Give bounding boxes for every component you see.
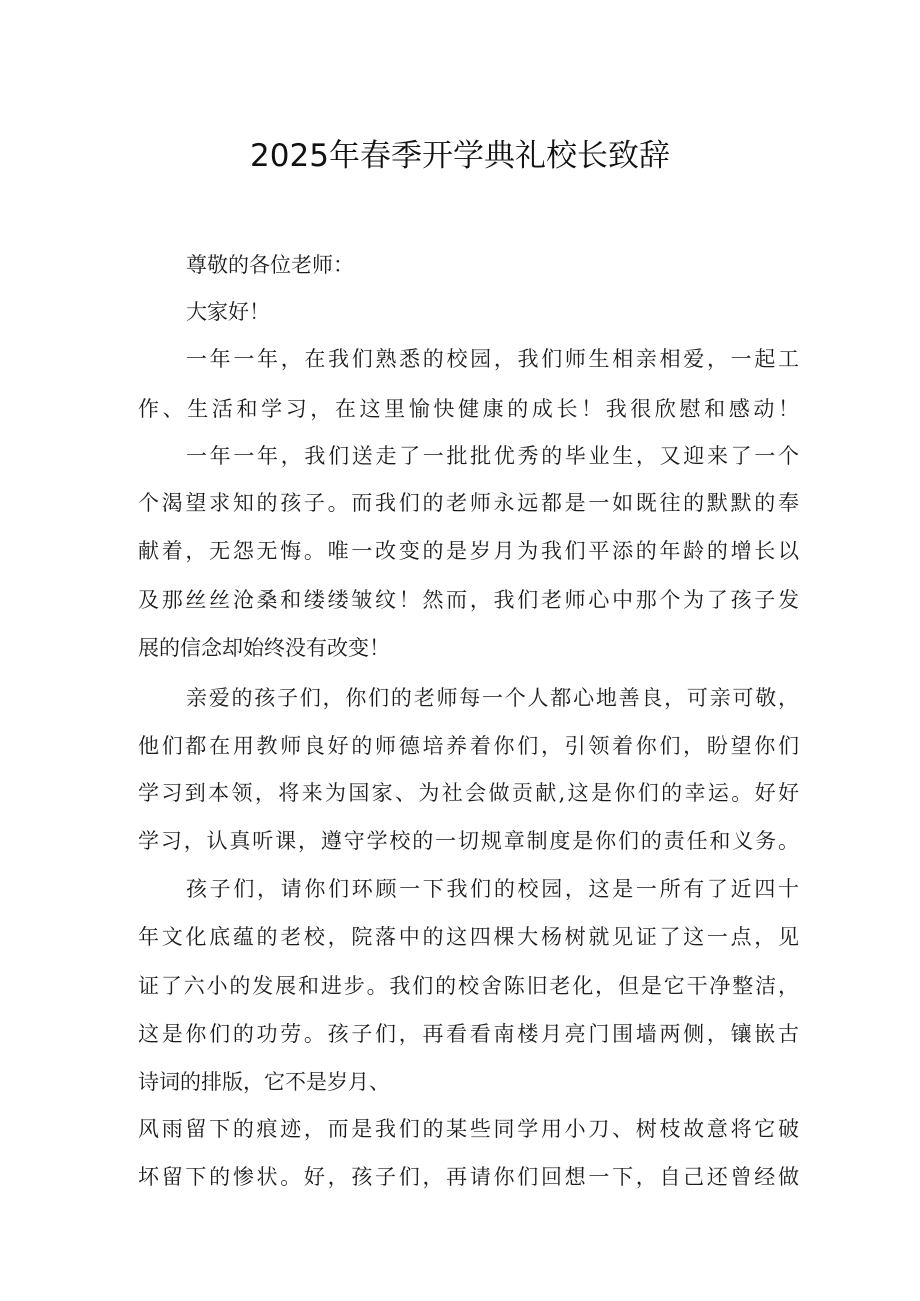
paragraph-4-line-2: 年文化底蕴的老校，院落中的这四棵大杨树就见证了这一点，见 (138, 925, 799, 949)
paragraph-2-line-4: 及那丝丝沧桑和缕缕皱纹！然而，我们老师心中那个为了孩子发 (138, 588, 799, 612)
paragraph-2-line-5: 展的信念却始终没有改变！ (138, 636, 390, 660)
paragraph-1-line-2: 作、生活和学习，在这里愉快健康的成长！我很欣慰和感动！ (138, 397, 799, 421)
paragraph-4-line-7: 坏留下的惨状。好，孩子们，再请你们回想一下，自己还曾经做 (138, 1165, 799, 1189)
paragraph-3-line-4: 学习，认真听课，遵守学校的一切规章制度是你们的责任和义务。 (138, 829, 799, 853)
paragraph-1-line-1: 一年一年，在我们熟悉的校园，我们师生相亲相爱，一起工 (186, 347, 799, 371)
paragraph-4-line-1: 孩子们，请你们环顾一下我们的校园，这是一所有了近四十 (186, 877, 799, 901)
paragraph-3-line-2: 他们都在用教师良好的师德培养着你们，引领着你们，盼望你们 (138, 734, 799, 758)
paragraph-4-line-3: 证了六小的发展和进步。我们的校舍陈旧老化，但是它干净整洁， (138, 974, 799, 998)
paragraph-4-line-5: 诗词的排版，它不是岁月、 (138, 1070, 390, 1094)
paragraph-2-line-3: 献着，无怨无悔。唯一改变的是岁月为我们平添的年龄的增长以 (138, 539, 799, 563)
paragraph-3-line-3: 学习到本领，将来为国家、为社会做贡献,这是你们的幸运。好好 (138, 781, 799, 805)
paragraph-3-line-1: 亲爱的孩子们，你们的老师每一个人都心地善良，可亲可敬， (186, 686, 799, 710)
paragraph-4-line-6: 风雨留下的痕迹，而是我们的某些同学用小刀、树枝故意将它破 (138, 1117, 799, 1141)
paragraph-2-line-1: 一年一年，我们送走了一批批优秀的毕业生，又迎来了一个 (186, 444, 799, 468)
greeting-line: 大家好！ (186, 300, 270, 324)
salutation-line: 尊敬的各位老师： (186, 253, 354, 277)
paragraph-2-line-2: 个渴望求知的孩子。而我们的老师永远都是一如既往的默默的奉 (138, 491, 799, 515)
document-title: 2025年春季开学典礼校长致辞 (250, 138, 670, 174)
paragraph-4-line-4: 这是你们的功劳。孩子们，再看看南楼月亮门围墙两侧，镶嵌古 (138, 1022, 799, 1046)
